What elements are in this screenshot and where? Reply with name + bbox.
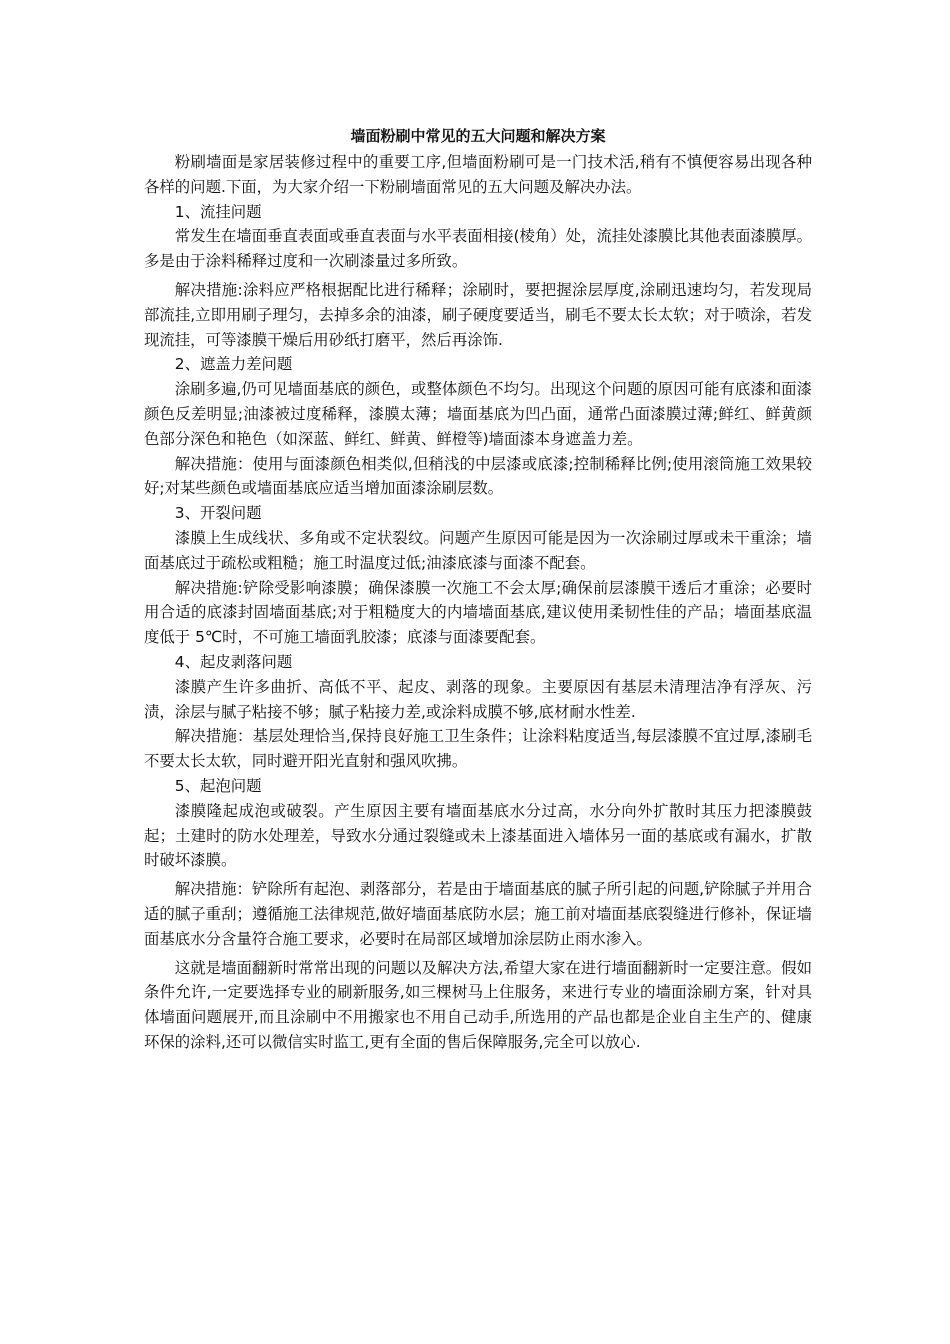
section-problem-1: 常发生在墙面垂直表面或垂直表面与水平表面相接(棱角）处，流挂处漆膜比其他表面漆膜厚。多是由于涂料稀释过度和一次刷漆量过多所致。 [144,227,812,271]
section-solution-4: 解决措施：基层处理恰当,保持良好施工卫生条件；让涂料粘度适当,每层漆膜不宜过厚,漆刷毛不要太长太软，同时避开阳光直射和强风吹拂。 [144,727,812,771]
section-problem-4: 漆膜产生许多曲折、高低不平、起皮、剥落的现象。主要原因有基层未清理洁净有浮灰、污渍，涂层与腻子粘接不够；腻子粘接力差,或涂料成膜不够,底材耐水性差. [144,677,812,721]
section-heading-5: 5、起泡问题 [174,776,262,795]
section-solution-3: 解决措施:铲除受影响漆膜；确保漆膜一次施工不会太厚;确保前层漆膜干透后才重涂；必要时用合适的底漆封固墙面基底;对于粗糙度大的内墙墙面基底,建议使用柔韧性佳的产品；墙面基底温度低于 5℃时，不可施工墙面乳胶漆；底漆与面漆要配套。 [144,578,812,647]
intro-paragraph: 粉刷墙面是家居装修过程中的重要工序,但墙面粉刷可是一门技术活,稍有不慎便容易出现各种各样的问题.下面，为大家介绍一下粉刷墙面常见的五大问题及解决办法。 [144,153,812,196]
document-page [144,124,812,1055]
section-solution-2: 解决措施：使用与面漆颜色相类似,但稍浅的中层漆或底漆;控制稀释比例;使用滚筒施工效果较好;对某些颜色或墙面基底应适当增加面漆涂刷层数。 [144,454,812,498]
section-solution-1: 解决措施:涂料应严格根据配比进行稀释；涂刷时，要把握涂层厚度,涂刷迅速均匀，若发现局部流挂,立即用刷子理匀，去掉多余的油漆，刷子硬度要适当，刷毛不要太长太软；对于喷涂，若发现流挂，可等漆膜干燥后用砂纸打磨平，然后再涂饰. [144,280,812,349]
section-heading-4: 4、起皮剥落问题 [174,652,293,671]
section-heading-3: 3、开裂问题 [174,504,262,523]
section-heading-1: 1、流挂问题 [174,202,262,221]
section-problem-5: 漆膜隆起成泡或破裂。产生原因主要有墙面基底水分过高，水分向外扩散时其压力把漆膜鼓起；土建时的防水处理差，导致水分通过裂缝或未上漆基面进入墙体另一面的基底或有漏水，扩散时破坏漆膜。 [144,801,812,870]
conclusion-paragraph: 这就是墙面翻新时常常出现的问题以及解决方法,希望大家在进行墙面翻新时一定要注意。假如条件允许,一定要选择专业的刷新服务,如三棵树马上住服务，来进行专业的墙面涂刷方案，针对具体墙面问题展开,而且涂刷中不用搬家也不用自己动手,所选用的产品也都是企业自主生产的、健康环保的涂料,还可以微信实时监工,更有全面的售后保障服务,完全可以放心. [144,958,812,1051]
section-problem-3: 漆膜上生成线状、多角或不定状裂纹。问题产生原因可能是因为一次涂刷过厚或未干重涂；墙面基底过于疏松或粗糙；施工时温度过低;油漆底漆与面漆不配套。 [144,528,812,572]
section-heading-2: 2、遮盖力差问题 [174,355,293,374]
document-title: 墙面粉刷中常见的五大问题和解决方案 [350,127,606,145]
section-problem-2: 涂刷多遍,仍可见墙面基底的颜色，或整体颜色不均匀。出现这个问题的原因可能有底漆和面漆颜色反差明显;油漆被过度稀释，漆膜太薄；墙面基底为凹凸面，通常凸面漆膜过薄;鲜红、鲜黄颜色部分深色和艳色（如深蓝、鲜红、鲜黄、鲜橙等)墙面漆本身遮盖力差。 [144,380,812,448]
section-solution-5: 解决措施：铲除所有起泡、剥落部分，若是由于墙面基底的腻子所引起的问题,铲除腻子并用合适的腻子重刮；遵循施工法律规范,做好墙面基底防水层；施工前对墙面基底裂缝进行修补，保证墙面基底水分含量符合施工要求，必要时在局部区域增加涂层防止雨水渗入。 [144,880,812,948]
